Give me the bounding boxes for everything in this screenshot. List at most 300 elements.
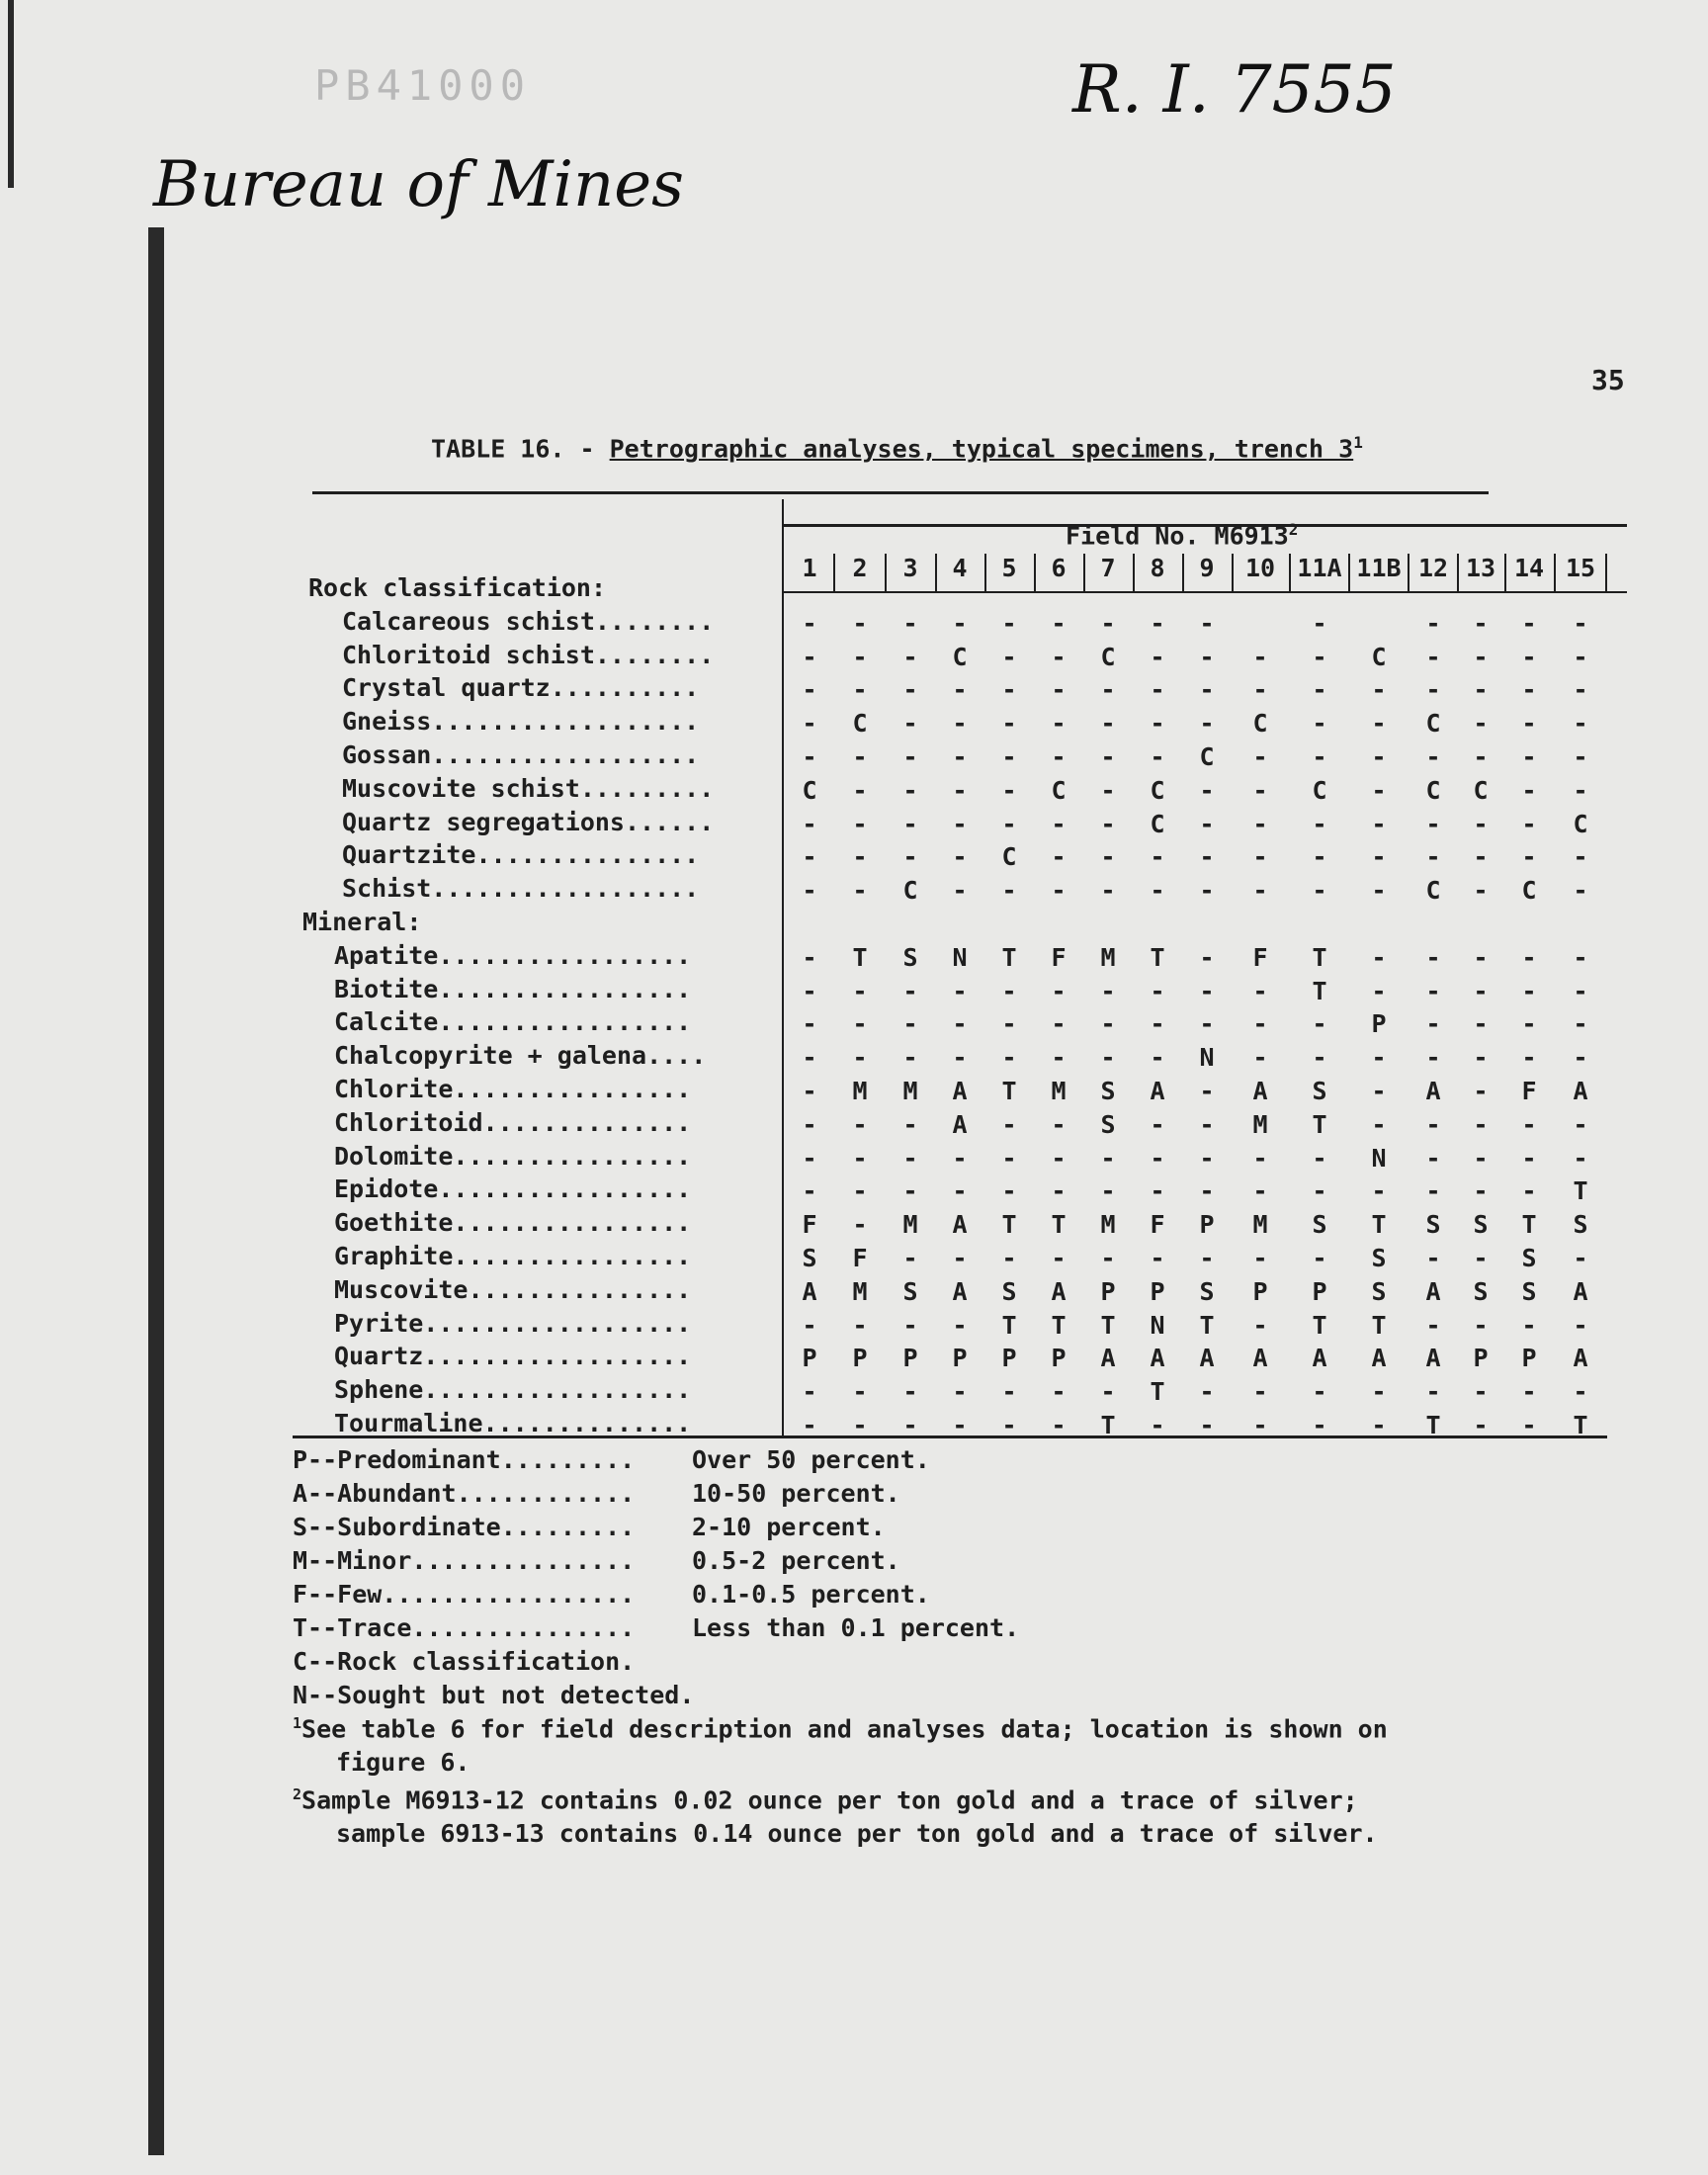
table-cell: -	[902, 1176, 918, 1206]
table-cell: -	[1051, 976, 1067, 1005]
table-cell: S	[1100, 1109, 1116, 1139]
table-cell: -	[1100, 842, 1116, 872]
table-cell: -	[1199, 608, 1215, 638]
table-cell: -	[1100, 1043, 1116, 1073]
table-cell: -	[1051, 1143, 1067, 1173]
table-cell: -	[952, 775, 968, 805]
table-cell: -	[1521, 1310, 1537, 1340]
table-cell: -	[1001, 675, 1017, 705]
table-cell: C	[1150, 809, 1165, 838]
table-cell: -	[1312, 1244, 1327, 1272]
table-cell: A	[952, 1276, 968, 1306]
table-cell: -	[1473, 675, 1489, 705]
table-cell: -	[1371, 775, 1387, 805]
column-header-6: 6	[1051, 554, 1067, 582]
table-row-label: Chlorite................	[334, 1075, 692, 1103]
table-cell: -	[802, 1077, 817, 1105]
table-cell: -	[1573, 675, 1588, 705]
table-cell: -	[852, 775, 868, 805]
table-cell: -	[1051, 1043, 1067, 1073]
table-cell: P	[1521, 1344, 1537, 1373]
table-cell: -	[1051, 642, 1067, 671]
table-cell: -	[902, 976, 918, 1005]
table-cell: -	[1473, 1143, 1489, 1173]
table-title	[431, 433, 1363, 463]
legend-key: N--Sought but not detected.	[293, 1681, 695, 1709]
footnote-mark: 1	[293, 1714, 302, 1732]
table-cell: P	[1312, 1276, 1327, 1306]
table-cell: -	[1371, 675, 1387, 705]
table-cell: -	[902, 709, 918, 739]
table-cell: -	[1425, 675, 1441, 705]
table-row-label: Gneiss..................	[342, 707, 700, 737]
legend-key: F--Few.................	[293, 1580, 636, 1609]
table-cell: -	[1371, 876, 1387, 906]
table-row-label: Quartzite...............	[342, 840, 700, 870]
table-cell: -	[1001, 809, 1017, 838]
table-cell: -	[1425, 976, 1441, 1005]
column-header-1: 1	[802, 554, 817, 582]
table-cell: N	[1150, 1310, 1165, 1340]
table-cell: A	[1371, 1344, 1387, 1373]
table-cell: -	[1100, 709, 1116, 739]
table-cell: F	[802, 1210, 817, 1240]
table-cell: -	[1312, 742, 1327, 771]
table-cell: -	[1573, 876, 1588, 906]
table-cell: C	[1521, 876, 1537, 906]
table-cell: T	[1051, 1310, 1067, 1340]
table-cell: -	[1371, 942, 1387, 972]
table-cell: -	[1252, 1143, 1268, 1173]
table-cell: A	[1312, 1344, 1327, 1373]
column-header-8: 8	[1150, 554, 1165, 582]
table-cell: C	[902, 876, 918, 906]
table-cell: -	[952, 675, 968, 705]
table-cell: -	[1425, 742, 1441, 771]
table-cell: -	[1573, 775, 1588, 805]
table-cell: A	[1425, 1344, 1441, 1373]
table-cell: -	[1001, 742, 1017, 771]
table-row-label: Chloritoid schist........	[342, 640, 715, 669]
page-number: 35	[1591, 364, 1625, 396]
table-cell: -	[802, 809, 817, 838]
table-cell: -	[1100, 742, 1116, 771]
table-cell: -	[1312, 842, 1327, 872]
table-cell: A	[1425, 1276, 1441, 1306]
table-cell: -	[902, 1009, 918, 1039]
table-cell: A	[1150, 1077, 1165, 1105]
table-cell: -	[852, 742, 868, 771]
table-cell: C	[802, 775, 817, 805]
table-cell: -	[1100, 1377, 1116, 1407]
table-cell: N	[1199, 1043, 1215, 1073]
table-cell: -	[1252, 1009, 1268, 1039]
table-cell: -	[1199, 1176, 1215, 1206]
table-cell: -	[1521, 976, 1537, 1005]
column-header-7: 7	[1100, 554, 1116, 582]
table-cell: -	[1573, 1377, 1588, 1407]
table-cell: -	[852, 1143, 868, 1173]
table-cell: -	[1051, 742, 1067, 771]
table-cell: C	[1001, 842, 1017, 872]
table-cell: S	[1371, 1244, 1387, 1272]
table-cell: -	[802, 642, 817, 671]
table-cell: -	[1473, 1310, 1489, 1340]
table-cell: -	[802, 742, 817, 771]
table-cell: -	[1371, 1176, 1387, 1206]
table-cell: -	[1521, 809, 1537, 838]
table-cell: -	[1371, 842, 1387, 872]
table-cell: T	[1371, 1210, 1387, 1240]
table-cell: -	[1573, 842, 1588, 872]
legend-value: Over 50 percent.	[692, 1445, 930, 1474]
table-cell: -	[1473, 876, 1489, 906]
table-cell: C	[1473, 775, 1489, 805]
table-cell: -	[1199, 642, 1215, 671]
table-cell: -	[1199, 709, 1215, 739]
table-cell: -	[1521, 1176, 1537, 1206]
table-cell: F	[1252, 942, 1268, 972]
table-cell: S	[1521, 1244, 1537, 1272]
table-cell: T	[1001, 1077, 1017, 1105]
table-cell: -	[1100, 976, 1116, 1005]
table-cell: A	[802, 1276, 817, 1306]
table-cell: -	[1001, 1143, 1017, 1173]
legend-value: 2-10 percent.	[692, 1513, 886, 1541]
table-cell: S	[1521, 1276, 1537, 1306]
table-cell: -	[802, 1176, 817, 1206]
table-cell: A	[1573, 1344, 1588, 1373]
table-cell: -	[1001, 876, 1017, 906]
table-cell: F	[1051, 942, 1067, 972]
table-cell: -	[1199, 775, 1215, 805]
table-cell: C	[1199, 742, 1215, 771]
table-row-label: Muscovite...............	[334, 1274, 692, 1304]
table-cell: -	[852, 675, 868, 705]
table-cell: -	[1150, 642, 1165, 671]
table-cell: -	[1051, 809, 1067, 838]
table-cell: -	[902, 809, 918, 838]
column-header-11A: 11A	[1297, 554, 1342, 582]
column-header-13: 13	[1465, 554, 1496, 582]
table-cell: -	[1051, 876, 1067, 906]
field-number-label: Field No. M6913	[1066, 521, 1289, 551]
table-cell: -	[1051, 1109, 1067, 1139]
table-cell: T	[1100, 1310, 1116, 1340]
table-cell: -	[1312, 709, 1327, 739]
table-cell: A	[1425, 1077, 1441, 1105]
table-cell: -	[1371, 1411, 1387, 1439]
table-cell: -	[1312, 608, 1327, 638]
table-cell: -	[1001, 709, 1017, 739]
table-title-text: Petrographic analyses, typical specimens, trench 3	[609, 434, 1354, 464]
table-cell: -	[1573, 976, 1588, 1005]
table-cell: -	[1252, 842, 1268, 872]
table-cell: -	[1425, 942, 1441, 972]
table-cell: -	[902, 1109, 918, 1139]
table-top-rule	[312, 491, 1489, 494]
table-cell: -	[1150, 1009, 1165, 1039]
table-cell: -	[1521, 1109, 1537, 1139]
table-cell: -	[802, 1411, 817, 1439]
table-cell: C	[1150, 775, 1165, 805]
table-cell: -	[1521, 1411, 1537, 1439]
table-cell: -	[952, 1244, 968, 1272]
table-cell: -	[1371, 709, 1387, 739]
table-cell: P	[1001, 1344, 1017, 1373]
handwritten-agency: Bureau of Mines	[153, 148, 684, 221]
table-cell: -	[1150, 1176, 1165, 1206]
table-cell: S	[1100, 1077, 1116, 1105]
table-cell: -	[1473, 608, 1489, 638]
table-cell: -	[1425, 642, 1441, 671]
table-cell: -	[1001, 1009, 1017, 1039]
legend-key: S--Subordinate.........	[293, 1513, 636, 1541]
table-cell: -	[1425, 1244, 1441, 1272]
table-cell: -	[852, 1109, 868, 1139]
table-cell: -	[1252, 1176, 1268, 1206]
table-row-label: Quartz segregations......	[342, 807, 715, 836]
table-cell: -	[902, 1043, 918, 1073]
table-cell: -	[1425, 1377, 1441, 1407]
table-cell: P	[1150, 1276, 1165, 1306]
table-cell: -	[802, 876, 817, 906]
table-cell: -	[1573, 1310, 1588, 1340]
table-cell: -	[1425, 1043, 1441, 1073]
table-cell: S	[1371, 1276, 1387, 1306]
table-cell: -	[1425, 842, 1441, 872]
table-cell: S	[1425, 1210, 1441, 1240]
table-cell: -	[802, 976, 817, 1005]
table-cell: S	[1573, 1210, 1588, 1240]
table-cell: -	[1001, 1109, 1017, 1139]
table-cell: -	[952, 1377, 968, 1407]
table-row-label: Biotite.................	[334, 974, 692, 1003]
table-row-label: Apatite.................	[334, 940, 692, 970]
legend-key: M--Minor...............	[293, 1546, 636, 1575]
table-cell: -	[1001, 976, 1017, 1005]
table-cell: -	[1312, 1176, 1327, 1206]
table-cell: -	[1521, 1043, 1537, 1073]
table-cell: -	[1473, 1411, 1489, 1439]
table-cell: -	[1473, 742, 1489, 771]
table-row-label: Calcite.................	[334, 1007, 692, 1037]
table-cell: -	[952, 876, 968, 906]
table-cell: -	[1473, 942, 1489, 972]
table-cell: -	[1051, 1244, 1067, 1272]
table-cell: -	[1521, 1377, 1537, 1407]
table-cell: -	[1252, 876, 1268, 906]
column-header-4: 4	[952, 554, 968, 582]
table-cell: -	[1199, 1009, 1215, 1039]
table-cell: P	[1252, 1276, 1268, 1306]
table-cell: T	[1312, 942, 1327, 972]
table-cell: -	[1312, 809, 1327, 838]
table-cell: -	[902, 1143, 918, 1173]
table-cell: -	[1252, 642, 1268, 671]
table-cell: -	[1100, 1143, 1116, 1173]
table-cell: C	[1100, 642, 1116, 671]
table-cell: -	[802, 1377, 817, 1407]
table-cell: -	[1473, 1009, 1489, 1039]
table-cell: M	[1252, 1109, 1268, 1139]
table-cell: A	[1199, 1344, 1215, 1373]
table-cell: -	[852, 876, 868, 906]
table-cell: -	[952, 809, 968, 838]
table-cell: -	[802, 709, 817, 739]
column-header-divider	[1605, 554, 1607, 593]
table-cell: -	[1312, 642, 1327, 671]
table-row-label: Calcareous schist........	[342, 606, 715, 636]
table-cell: -	[1371, 1109, 1387, 1139]
table-cell: -	[1425, 608, 1441, 638]
table-cell: -	[852, 1411, 868, 1439]
table-cell: C	[1051, 775, 1067, 805]
table-cell: -	[1100, 809, 1116, 838]
table-cell: -	[1425, 1310, 1441, 1340]
table-cell: -	[1573, 1009, 1588, 1039]
table-cell: -	[1521, 1143, 1537, 1173]
table-cell: A	[1573, 1276, 1588, 1306]
table-cell: F	[852, 1244, 868, 1272]
table-cell: -	[1100, 1176, 1116, 1206]
table-cell: -	[1199, 1377, 1215, 1407]
table-cell: M	[1100, 942, 1116, 972]
table-cell: T	[1312, 1109, 1327, 1139]
table-cell: -	[1001, 1043, 1017, 1073]
table-cell: C	[1371, 642, 1387, 671]
table-cell: -	[1252, 1043, 1268, 1073]
table-cell: -	[1100, 876, 1116, 906]
table-cell: -	[1199, 942, 1215, 972]
table-cell: -	[1312, 675, 1327, 705]
table-cell: -	[1150, 675, 1165, 705]
table-cell: S	[902, 1276, 918, 1306]
table-cell: -	[1371, 742, 1387, 771]
table-cell: S	[902, 942, 918, 972]
table-cell: -	[902, 1310, 918, 1340]
table-cell: -	[1521, 942, 1537, 972]
table-cell: -	[1573, 942, 1588, 972]
table-cell: T	[852, 942, 868, 972]
table-cell: -	[1199, 1077, 1215, 1105]
table-cell: -	[802, 1043, 817, 1073]
table-cell: -	[852, 608, 868, 638]
table-cell: A	[952, 1210, 968, 1240]
table-cell: -	[1150, 876, 1165, 906]
table-cell: -	[1521, 1009, 1537, 1039]
table-cell: -	[1199, 675, 1215, 705]
table-cell: -	[802, 842, 817, 872]
table-cell: T	[1001, 942, 1017, 972]
table-cell: -	[1252, 1377, 1268, 1407]
table-cell: -	[1573, 742, 1588, 771]
table-cell: -	[802, 608, 817, 638]
table-cell: -	[1051, 608, 1067, 638]
table-cell: -	[1150, 1411, 1165, 1439]
table-cell: -	[1573, 1109, 1588, 1139]
table-cell: -	[852, 1210, 868, 1240]
table-cell: M	[902, 1210, 918, 1240]
table-cell: T	[1573, 1176, 1588, 1206]
column-header-15: 15	[1565, 554, 1596, 582]
table-cell: -	[1312, 1411, 1327, 1439]
table-cell: -	[952, 1143, 968, 1173]
table-cell: -	[852, 976, 868, 1005]
table-cell: -	[1199, 1411, 1215, 1439]
table-cell: -	[1473, 842, 1489, 872]
table-cell: T	[1371, 1310, 1387, 1340]
column-header-5: 5	[1001, 554, 1017, 582]
table-cell: C	[1312, 775, 1327, 805]
table-cell: -	[1473, 1377, 1489, 1407]
table-cell: -	[1473, 1077, 1489, 1105]
archive-stamp: PB41000	[314, 61, 532, 110]
column-number-rule	[783, 591, 1627, 593]
table-cell: N	[952, 942, 968, 972]
table-cell: -	[952, 1009, 968, 1039]
table-cell: M	[852, 1077, 868, 1105]
table-cell: -	[852, 1043, 868, 1073]
table-cell: -	[902, 675, 918, 705]
table-row-label: Muscovite schist.........	[342, 773, 715, 803]
table-cell: -	[1521, 775, 1537, 805]
table-cell: P	[1051, 1344, 1067, 1373]
binding-edge-top	[8, 0, 14, 188]
table-cell: S	[1473, 1276, 1489, 1306]
table-cell: -	[1051, 709, 1067, 739]
table-cell: -	[1001, 775, 1017, 805]
table-title-prefix: TABLE 16. -	[431, 434, 610, 464]
column-header-9: 9	[1199, 554, 1215, 582]
table-cell: S	[1199, 1276, 1215, 1306]
section-heading: Mineral:	[302, 908, 422, 936]
table-cell: -	[1252, 976, 1268, 1005]
table-cell: -	[802, 675, 817, 705]
table-cell: -	[902, 642, 918, 671]
table-cell: -	[902, 1377, 918, 1407]
column-header-3: 3	[902, 554, 918, 582]
footnote-text: Sample M6913-12 contains 0.02 ounce per ton gold and a trace of silver;	[301, 1785, 1358, 1815]
table-cell: -	[1100, 1244, 1116, 1272]
footnote-text: See table 6 for field description and analyses data; location is shown on	[301, 1714, 1388, 1744]
table-cell: -	[952, 1310, 968, 1340]
table-cell: A	[1100, 1344, 1116, 1373]
table-cell: -	[1150, 976, 1165, 1005]
table-cell: P	[1199, 1210, 1215, 1240]
table-cell: C	[952, 642, 968, 671]
table-cell: -	[852, 1310, 868, 1340]
table-cell: -	[1473, 642, 1489, 671]
table-cell: -	[902, 1244, 918, 1272]
table-cell: -	[1473, 709, 1489, 739]
table-row-label: Epidote.................	[334, 1174, 692, 1204]
legend-key: P--Predominant.........	[293, 1445, 636, 1474]
table-cell: -	[952, 608, 968, 638]
legend-value: 0.1-0.5 percent.	[692, 1580, 930, 1609]
table-cell: -	[1371, 976, 1387, 1005]
table-cell: M	[852, 1276, 868, 1306]
table-cell: -	[1521, 675, 1537, 705]
table-cell: -	[1312, 1377, 1327, 1407]
section-heading: Rock classification:	[308, 573, 607, 602]
legend-key: C--Rock classification.	[293, 1647, 636, 1676]
table-cell: -	[1573, 709, 1588, 739]
table-cell: -	[902, 742, 918, 771]
table-row-label: Graphite................	[334, 1242, 692, 1270]
table-cell: -	[1252, 1411, 1268, 1439]
column-header-12: 12	[1417, 554, 1449, 582]
